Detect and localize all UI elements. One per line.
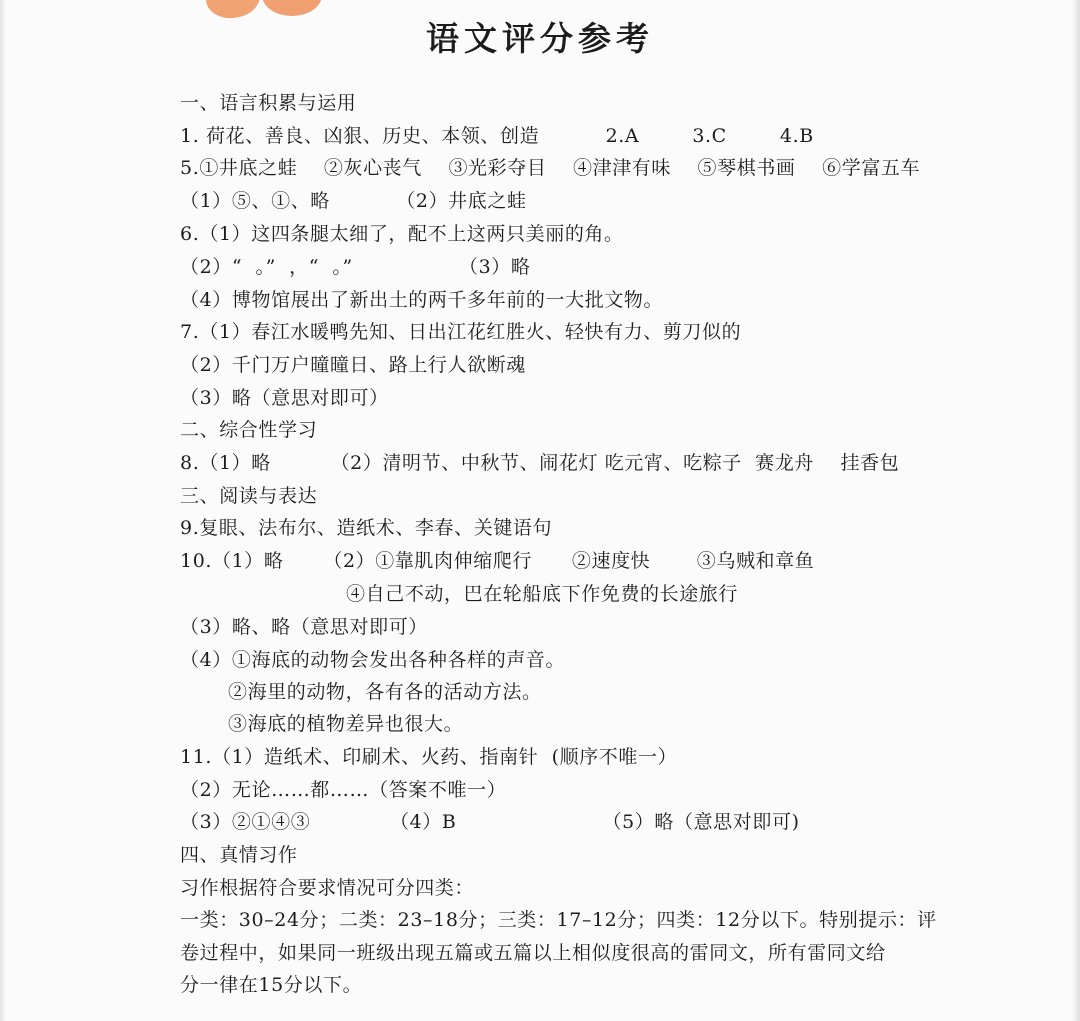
answer-line: （3）略、略（意思对即可） (180, 616, 428, 638)
paragraph-line: 一类：30–24分；二类：23–18分；三类：17–12分；四类：12分以下。特别提示：评 (180, 909, 937, 931)
section-heading: 三、阅读与表达 (180, 485, 318, 507)
answer-line: ③海底的植物差异也很大。 (228, 713, 464, 735)
paragraph-line: 习作根据符合要求情况可分四类： (180, 877, 475, 899)
section-heading: 四、真情习作 (180, 844, 298, 866)
paragraph-line: 分一律在15分以下。 (180, 974, 363, 996)
section-heading: 一、语言积累与运用 (180, 92, 357, 114)
answer-line: 1. 荷花、善良、凶狠、历史、本领、创造 2.A 3.C 4.B (180, 125, 814, 147)
answer-line: 7.（1）春江水暖鸭先知、日出江花红胜火、轻快有力、剪刀似的 (180, 321, 742, 343)
answer-line: （2）千门万户曈曈日、路上行人欲断魂 (180, 354, 526, 376)
answer-line: 9.复眼、法布尔、造纸术、李春、关键语句 (180, 517, 553, 539)
answer-line: ②海里的动物，各有各的活动方法。 (228, 681, 542, 703)
answer-line: 5.①井底之蛙 ②灰心丧气 ③光彩夺目 ④津津有味 ⑤琴棋书画 ⑥学富五车 (180, 157, 921, 179)
answer-line: （1）⑤、①、略 （2）井底之蛙 (180, 190, 527, 212)
answer-line: （3）略（意思对即可） (180, 387, 389, 409)
answer-line: （4）①海底的动物会发出各种各样的声音。 (180, 649, 566, 671)
answer-line: 8.（1）略 （2）清明节、中秋节、闹花灯 吃元宵、吃粽子 赛龙舟 挂香包 (180, 452, 900, 474)
answer-line: （3）②①④③ （4）B （5）略（意思对即可) (180, 811, 800, 833)
paragraph-line: 卷过程中，如果同一班级出现五篇或五篇以上相似度很高的雷同文，所有雷同文给 (180, 942, 886, 964)
section-heading: 二、综合性学习 (180, 419, 318, 441)
answer-line: ④自己不动，巴在轮船底下作免费的长途旅行 (346, 583, 739, 605)
answer-line: （2）无论……都……（答案不唯一） (180, 779, 507, 801)
answer-line: （4）博物馆展出了新出土的两千多年前的一大批文物。 (180, 289, 664, 311)
answer-line: 11.（1）造纸术、印刷术、火药、指南针 (顺序不唯一） (180, 746, 678, 768)
answer-line: 6.（1）这四条腿太细了，配不上这两只美丽的角。 (180, 223, 624, 245)
page-edge-right (1072, 0, 1080, 1021)
page-edge-left (0, 0, 6, 1021)
document-title: 语文评分参考 (426, 19, 654, 58)
answer-line: 10.（1）略 （2）①靠肌肉伸缩爬行 ②速度快 ③乌贼和章鱼 (180, 550, 815, 572)
answer-line: （2）“ 。” ，“ 。” （3）略 (180, 256, 531, 278)
